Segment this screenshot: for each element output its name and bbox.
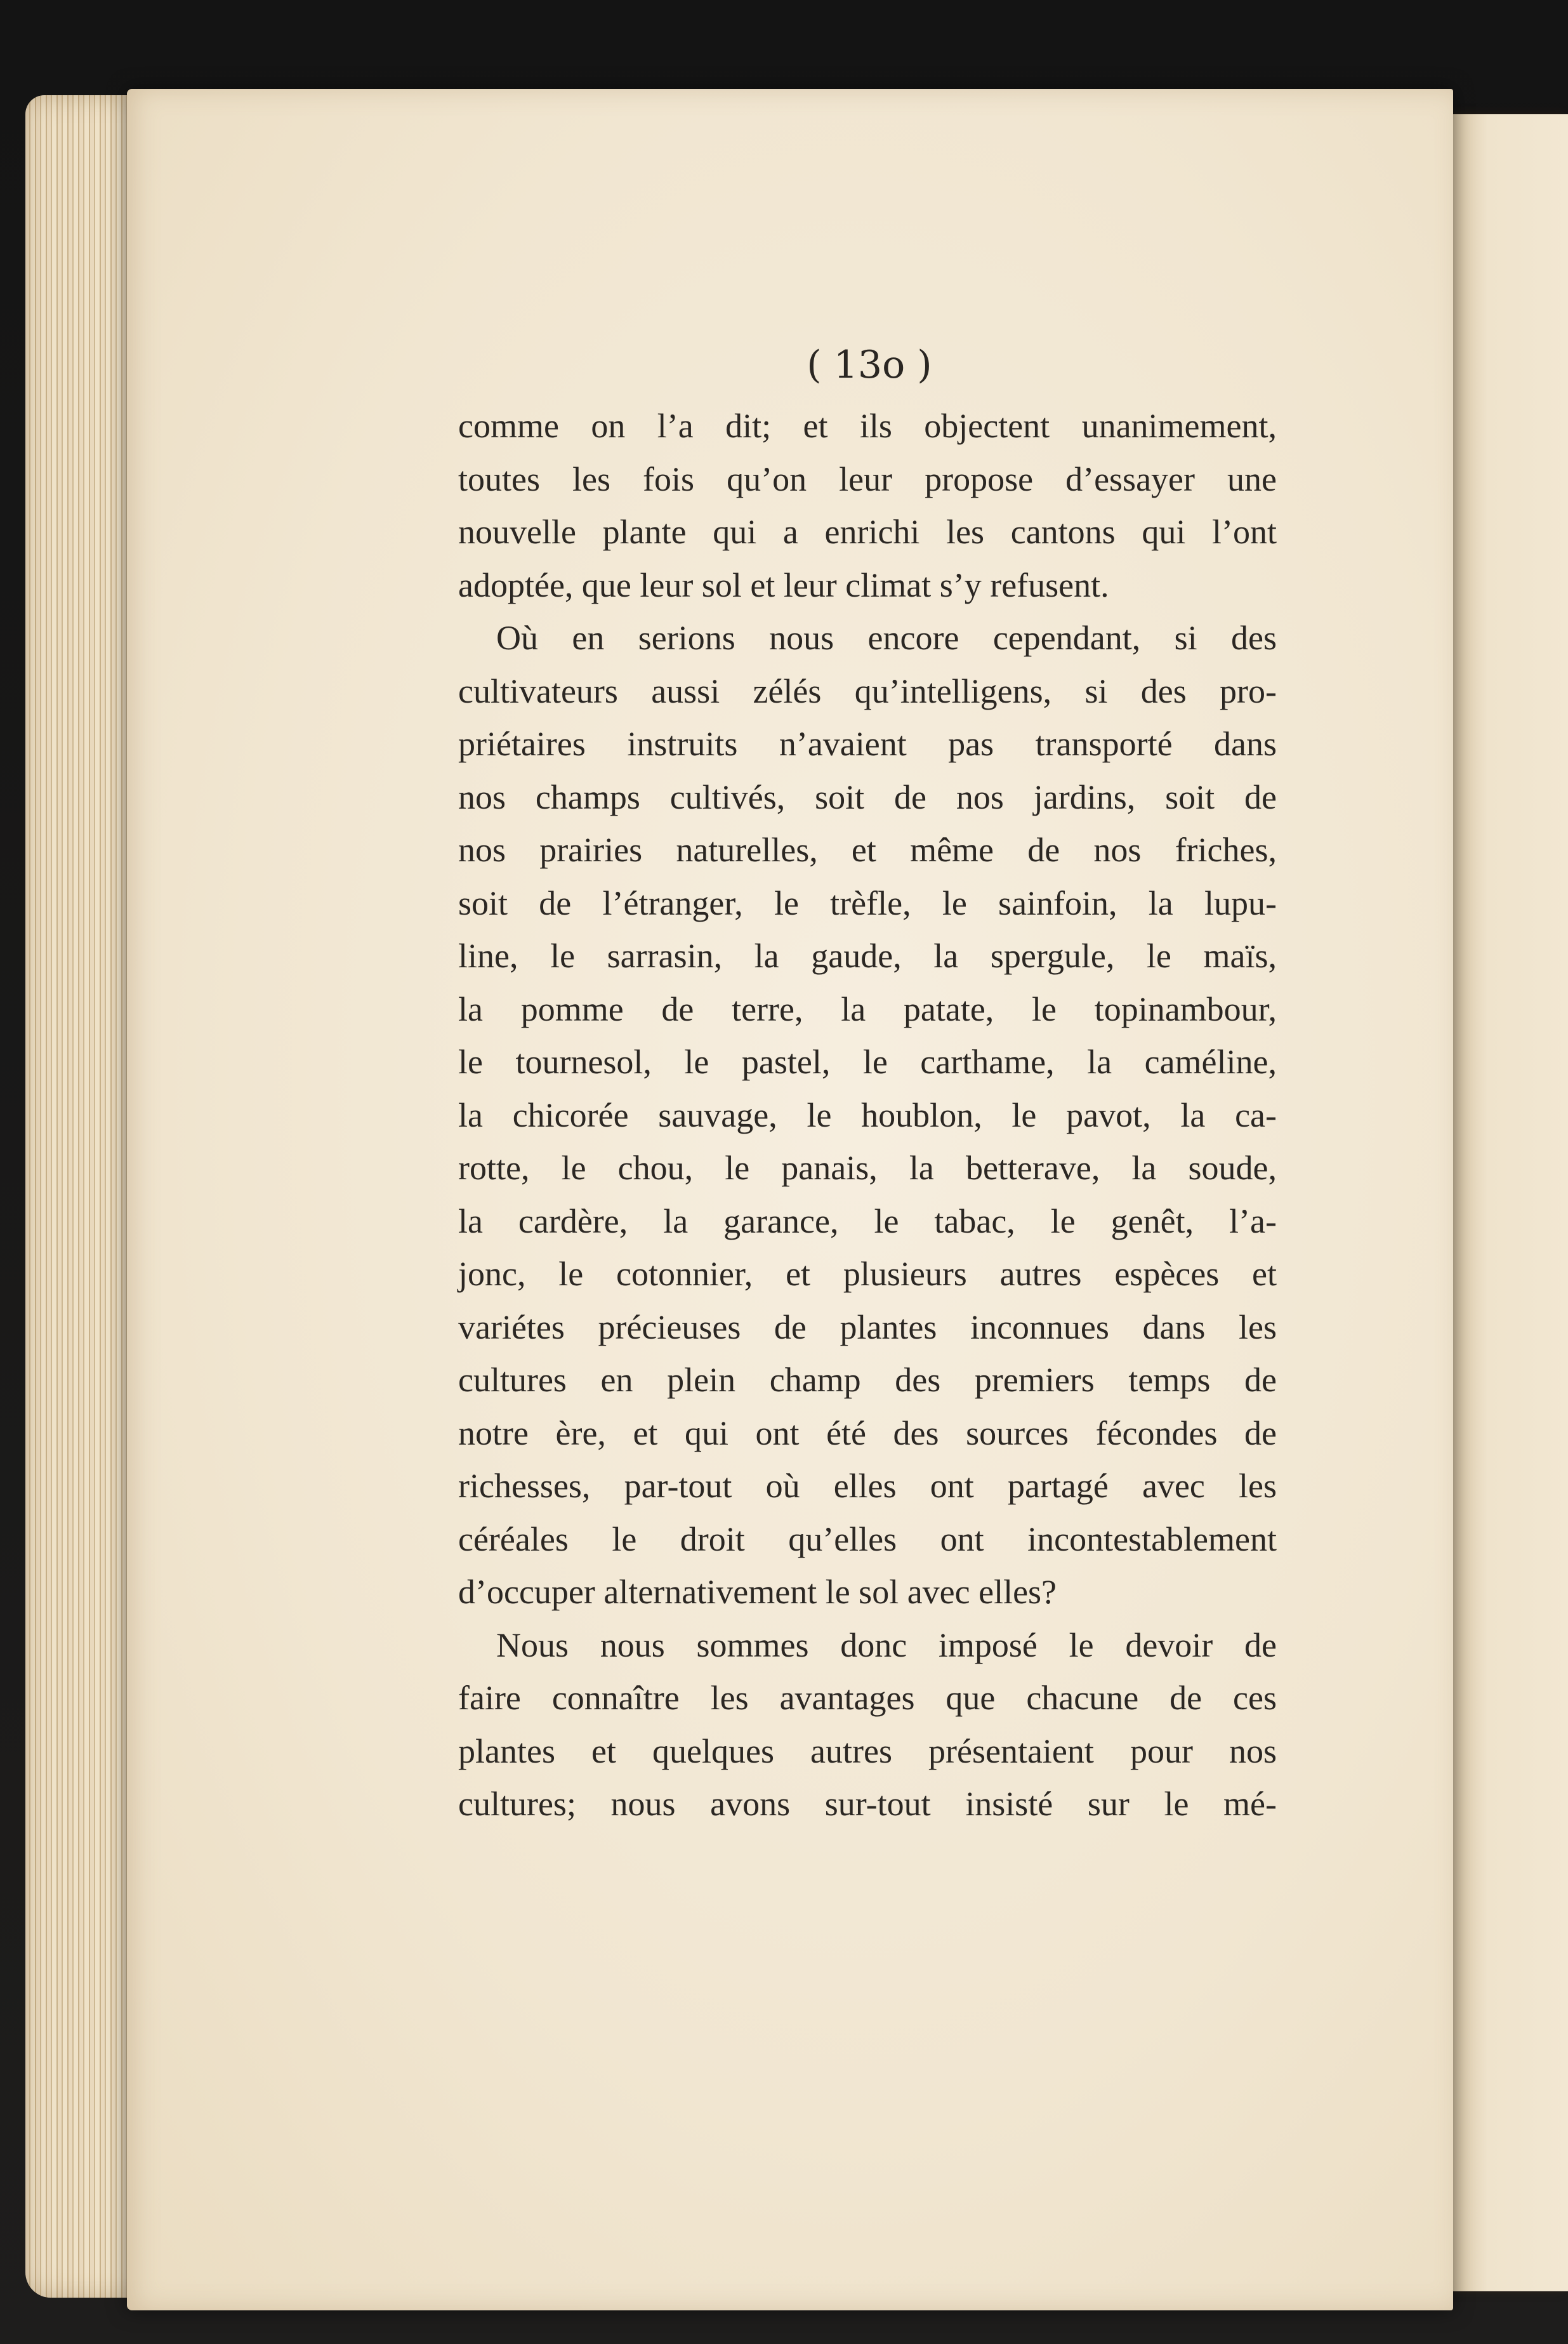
text-line: adoptée, que leur sol et leur climat s’y refusent. bbox=[458, 566, 1109, 604]
text-line: cultures en plein champ des premiers temps de bbox=[458, 1361, 1277, 1399]
text-line: cultures; nous avons sur-tout insisté sur le mé- bbox=[458, 1785, 1277, 1823]
text-line: cultivateurs aussi zélés qu’intelligens, si des pro- bbox=[458, 672, 1277, 710]
text-line: Où en serions nous encore cependant, si des bbox=[496, 619, 1277, 657]
text-line: soit de l’étranger, le trèfle, le sainfoin, la lupu- bbox=[458, 884, 1277, 922]
text-line: line, le sarrasin, la gaude, la spergule, le maïs, bbox=[458, 937, 1277, 975]
text-line: rotte, le chou, le panais, la betterave, la soude, bbox=[458, 1149, 1277, 1187]
text-line: Nous nous sommes donc imposé le devoir de bbox=[496, 1626, 1277, 1664]
text-line: jonc, le cotonnier, et plusieurs autres espèces et bbox=[458, 1255, 1277, 1293]
page-number: ( 13o ) bbox=[807, 343, 932, 387]
text-line: le tournesol, le pastel, le carthame, la caméline, bbox=[458, 1043, 1277, 1081]
text-line: priétaires instruits n’avaient pas transporté dans bbox=[458, 725, 1277, 763]
text-line: variétes précieuses de plantes inconnues dans les bbox=[458, 1308, 1277, 1346]
text-line: d’occuper alternativement le sol avec elles? bbox=[458, 1573, 1057, 1611]
text-line: comme on l’a dit; et ils objectent unanimement, bbox=[458, 407, 1277, 445]
text-line: faire connaître les avantages que chacune de ces bbox=[458, 1679, 1277, 1717]
text-line: nouvelle plante qui a enrichi les cantons qui l’ont bbox=[458, 513, 1277, 551]
text-line: notre ère, et qui ont été des sources fécondes de bbox=[458, 1414, 1277, 1452]
text-line: richesses, par-tout où elles ont partagé avec les bbox=[458, 1467, 1277, 1505]
text-line: la cardère, la garance, le tabac, le genêt, l’a- bbox=[458, 1202, 1277, 1240]
facing-page-edge bbox=[1453, 114, 1568, 2291]
text-line: toutes les fois qu’on leur propose d’essayer une bbox=[458, 460, 1277, 498]
text-line: la chicorée sauvage, le houblon, le pavot, la ca- bbox=[458, 1096, 1277, 1134]
text-line: céréales le droit qu’elles ont incontestablement bbox=[458, 1520, 1277, 1558]
text-line: plantes et quelques autres présentaient pour nos bbox=[458, 1732, 1277, 1770]
text-line: nos prairies naturelles, et même de nos friches, bbox=[458, 831, 1277, 869]
text-line: nos champs cultivés, soit de nos jardins, soit de bbox=[458, 778, 1277, 816]
body-text bbox=[458, 400, 1277, 1831]
text-line: la pomme de terre, la patate, le topinambour, bbox=[458, 990, 1277, 1028]
